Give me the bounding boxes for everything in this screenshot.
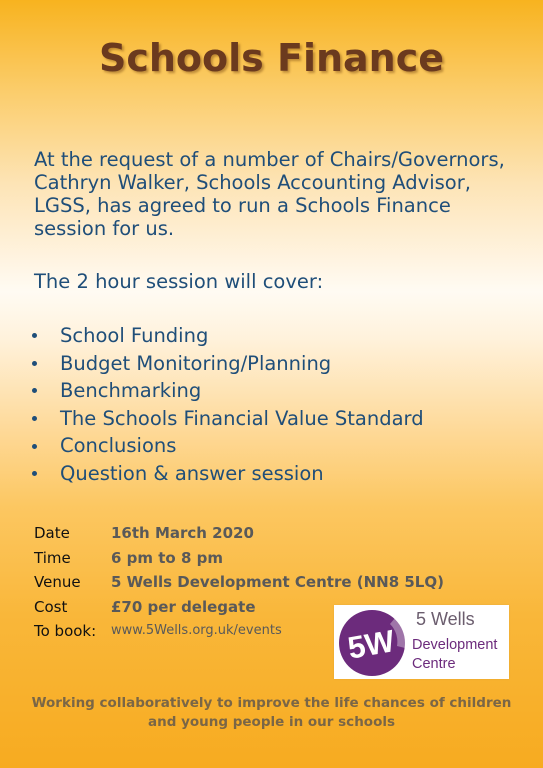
bullet-icon — [32, 361, 37, 366]
bullet-icon — [32, 388, 37, 393]
venue-label: Venue — [34, 573, 81, 591]
list-item — [32, 350, 424, 378]
bullet-icon — [32, 471, 37, 476]
logo-mark-text: 5W — [345, 623, 398, 666]
cost-label: Cost — [34, 597, 68, 616]
bullet-icon — [32, 444, 37, 449]
date-row — [34, 521, 444, 546]
topic-label: Conclusions — [60, 434, 177, 458]
topic-label: Budget Monitoring/Planning — [60, 351, 332, 375]
bullet-icon — [32, 333, 37, 338]
footer-line: and young people in our schools — [147, 714, 396, 730]
bullet-icon — [32, 416, 37, 421]
topic-list — [32, 322, 424, 488]
page-title: Schools Finance — [98, 36, 445, 80]
footer-tagline — [0, 694, 543, 732]
intro-paragraph: At the request of a number of Chairs/Governors, Cathryn Walker, Schools Accounting Advisor, LGSS, has agreed to run a Schools Finance session for us. — [34, 148, 505, 240]
list-item — [32, 322, 424, 350]
five-wells-logo — [334, 605, 509, 679]
list-item — [32, 460, 424, 488]
topic-label: Benchmarking — [60, 379, 202, 403]
list-item — [32, 432, 424, 460]
venue-row — [34, 570, 444, 595]
logo-subtitle-line: Development — [412, 637, 498, 653]
topic-label: School Funding — [60, 324, 209, 347]
booking-label: To book: — [34, 622, 97, 640]
logo-subtitle-line: Centre — [412, 656, 456, 672]
date-label: Date — [34, 524, 70, 542]
date-value: 16th March 2020 — [111, 524, 254, 542]
five-wells-logo-icon — [337, 608, 407, 676]
topic-label: The Schools Financial Value Standard — [60, 406, 424, 430]
logo-subtitle — [412, 636, 497, 674]
topic-label: Question & answer session — [60, 461, 324, 485]
list-item — [32, 405, 424, 433]
logo-name: 5 Wells — [416, 609, 475, 629]
list-item — [32, 377, 424, 405]
venue-value: 5 Wells Development Centre (NN8 5LQ) — [111, 573, 444, 591]
footer-line: Working collaboratively to improve the life chances of children — [31, 695, 512, 711]
time-label: Time — [34, 548, 71, 567]
booking-link[interactable]: www.5Wells.org.uk/events — [111, 623, 282, 638]
time-row — [34, 546, 444, 571]
cost-value: £70 per delegate — [111, 597, 256, 616]
session-lead: The 2 hour session will cover: — [34, 270, 324, 293]
time-value: 6 pm to 8 pm — [111, 548, 223, 567]
